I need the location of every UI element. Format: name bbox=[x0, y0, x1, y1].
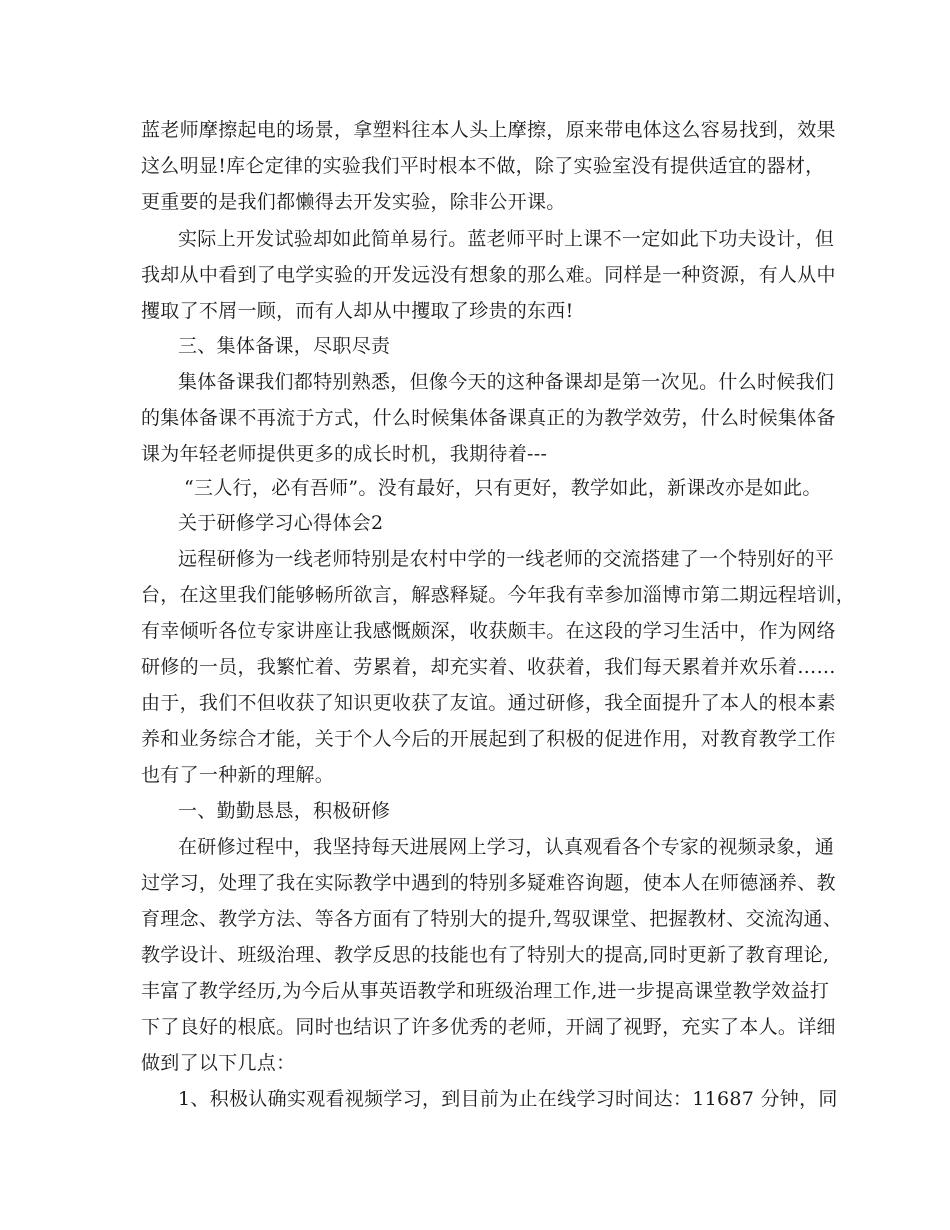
text-line: 这么明显!库仑定律的实验我们平时根本不做，除了实验室没有提供适宜的器材， bbox=[141, 155, 825, 177]
text-line: 做到了以下几点： bbox=[141, 1052, 296, 1074]
text-line: 教学设计、班级治理、教学反思的技能也有了特别大的提高,同时更新了教育理论, bbox=[141, 944, 830, 966]
text-line: 养和业务综合才能，关于个人今后的开展起到了积极的促进作用，对教育教学工作 bbox=[141, 728, 836, 750]
text-line: 下了良好的根底。同时也结识了许多优秀的老师，开阔了视野，充实了本人。详细 bbox=[141, 1016, 836, 1038]
text-line: 蓝老师摩擦起电的场景，拿塑料往本人头上摩擦，原来带电体这么容易找到，效果 bbox=[141, 119, 836, 141]
text-line: 1、积极认确实观看视频学习，到目前为止在线学习时间达：11687 分钟，同 bbox=[178, 1088, 838, 1110]
text-line: 我却从中看到了电学实验的开发远没有想象的那么难。同样是一种资源，有人从中 bbox=[141, 264, 836, 286]
section-heading: 一、勤勤恳恳，积极研修 bbox=[178, 800, 391, 822]
text-line: 实际上开发试验却如此简单易行。蓝老师平时上课不一定如此下功夫设计，但 bbox=[178, 228, 835, 250]
text-line: 过学习，处理了我在实际教学中遇到的特别多疑难咨询题，使本人在师德涵养、教 bbox=[141, 872, 836, 894]
section-heading: 三、集体备课，尽职尽责 bbox=[178, 335, 391, 357]
text-line: 集体备课我们都特别熟悉，但像今天的这种备课却是第一次见。什么时候我们 bbox=[178, 371, 835, 393]
text-line: 更重要的是我们都懒得去开发实验，除非公开课。 bbox=[141, 191, 566, 213]
text-line: 攫取了不屑一顾，而有人却从中攫取了珍贵的东西! bbox=[141, 300, 574, 322]
text-line: 丰富了教学经历,为今后从事英语教学和班级治理工作,进一步提高课堂教学效益打 bbox=[141, 980, 830, 1002]
text-line: 课为年轻老师提供更多的成长时机，我期待着--- bbox=[141, 443, 548, 465]
text-line: 也有了一种新的理解。 bbox=[141, 764, 335, 786]
text-line: 由于，我们不但收获了知识更收获了友谊。通过研修，我全面提升了本人的根本素 bbox=[141, 692, 836, 714]
text-line: 有幸倾听各位专家讲座让我感慨颇深，收获颇丰。在这段的学习生活中，作为网络 bbox=[141, 620, 836, 642]
text-line: 在研修过程中，我坚持每天进展网上学习，认真观看各个专家的视频录象，通 bbox=[178, 836, 835, 858]
text-line: 远程研修为一线老师特别是农村中学的一线老师的交流搭建了一个特别好的平 bbox=[178, 548, 835, 570]
article-title: 关于研修学习心得体会2 bbox=[178, 512, 384, 534]
text-line: 育理念、教学方法、等各方面有了特别大的提升,驾驭课堂、把握教材、交流沟通、 bbox=[141, 908, 843, 930]
text-line: 研修的一员，我繁忙着、劳累着，却充实着、收获着，我们每天累着并欢乐着…… bbox=[141, 656, 836, 678]
text-line: 台，在这里我们能够畅所欲言，解惑释疑。今年我有幸参加淄博市第二期远程培训， bbox=[141, 584, 856, 606]
text-line: “三人行，必有吾师”。没有最好，只有更好，教学如此，新课改亦是如此。 bbox=[184, 477, 822, 499]
text-line: 的集体备课不再流于方式，什么时候集体备课真正的为教学效劳，什么时候集体备 bbox=[141, 407, 836, 429]
